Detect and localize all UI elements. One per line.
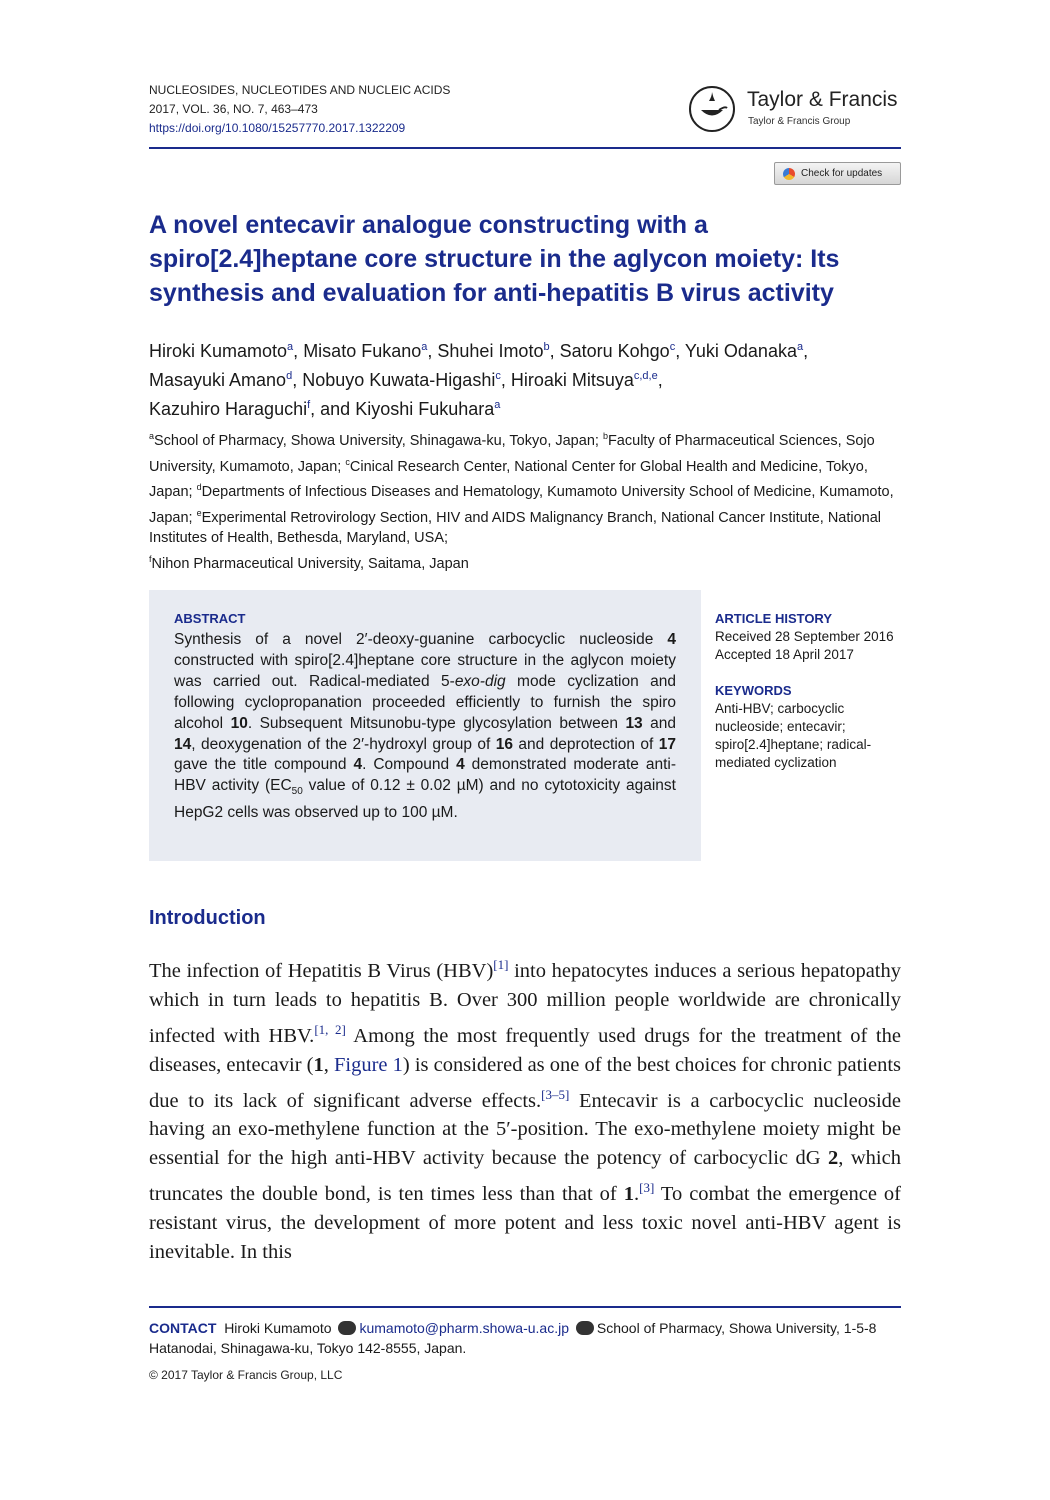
accepted-date: Accepted 18 April 2017 (715, 647, 854, 662)
contact-name: Hiroki Kumamoto (224, 1320, 332, 1336)
header-rule (149, 147, 901, 149)
abstract-text: Synthesis of a novel 2′-deoxy-guanine carbocyclic nucleoside 4 constructed with spiro[2.4]heptane core structure in the aglycon moiety was carried out. Radical-mediated 5-exo-dig mode cyclization and following cyclopropanation proceeded efficiently to furnish the spiro alcohol 10. Subsequent Mitsunobu-type glycosylation between 13 and 14, deoxygenation of the 2′-hydroxyl group of 16 and deprotection of 17 gave the title compound 4. Compound 4 demonstrated moderate anti-HBV activity ($EC_{50}$ value of 0.12 ± 0.02 µM) and no cytotoxicity against HepG2 cells was observed up to 100 µM. (174, 631, 677, 822)
contact-info (149, 1319, 901, 1358)
introduction-heading: Introduction (149, 907, 266, 929)
article-title: A novel entecavir analogue constructing with a spiro[2.4]heptane core structure in the aglycon moiety: Its synthesis and evaluation for anti-hepatitis B virus activity (149, 211, 840, 307)
abstract-box (149, 590, 701, 861)
publisher-logo[interactable] (689, 86, 909, 136)
contact-address: School of Pharmacy, Showa University, 1-5-8 Hatanodai, Shinagawa-ku, Tokyo 142-8555, Japan. (149, 1320, 877, 1356)
citation-link[interactable]: [3] (639, 1180, 655, 1196)
author: Kazuhiro Haraguchi$^f$, and (149, 399, 356, 419)
author: Kiyoshi Fukuhara$^a$ (355, 399, 501, 419)
check-updates-button[interactable] (774, 162, 901, 185)
author: Misato Fukano$^a$, (303, 341, 438, 361)
crossmark-icon (783, 168, 795, 180)
publisher-brand: Taylor & Francis (747, 88, 898, 111)
journal-info (149, 81, 450, 138)
author: Yuki Odanaka$^a$, (684, 341, 809, 361)
author: Hiroaki Mitsuya$^{c,d,e}$, (510, 370, 663, 390)
check-updates-label: Check for updates (801, 168, 883, 179)
journal-name: NUCLEOSIDES, NUCLEOTIDES AND NUCLEIC ACIDS (149, 83, 451, 97)
citation-link[interactable]: [3–5] (541, 1086, 570, 1102)
doi-link[interactable]: https://doi.org/10.1080/15257770.2017.1322209 (149, 121, 406, 135)
copyright: © 2017 Taylor & Francis Group, LLC (149, 1368, 343, 1382)
address-icon (576, 1321, 594, 1335)
author: Masayuki Amano$^d$, (149, 370, 303, 390)
lamp-icon (689, 86, 735, 132)
affiliations: $^a$School of Pharmacy, Showa University, Shinagawa-ku, Tokyo, Japan; $^b$Faculty of Pharmaceutical Sciences, Sojo University, Kumamoto, Japan; $^c$Cinical Research Center, National Center for Global Health and Medicine, Tokyo, Japan; $^d$Departments of Infectious Diseases and Hematology, Kumamoto University School of Medicine, Kumamoto, Japan; $^e$Experimental Retrovirology Section, HIV and AIDS Malignancy Branch, National Cancer Institute, National Institutes of Health, Bethesda, Maryland, USA; $^f$Nihon Pharmaceutical University, Saitama, Japan (149, 431, 894, 572)
article-sidebar (715, 610, 901, 772)
author: Hiroki Kumamoto$^a$, (149, 341, 304, 361)
author: Shuhei Imoto$^b$, (437, 341, 560, 361)
introduction-text: The infection of Hepatitis B Virus (HBV)[1] into hepatocytes induces a serious hepatopathy which in turn leads to hepatitis B. Over 300 million people worldwide are chronically infected with HBV.[1, 2] Among the most frequently used drugs for the treatment of the diseases, entecavir (1, Figure 1) is considered as one of the best choices for chronic patients due to its lack of significant adverse effects.[3–5] Entecavir is a carbocyclic nucleoside having an exo-methylene function at the 5′-position. The exo-methylene moiety might be essential for the high anti-HBV activity because the potency of carbocyclic dG 2, which truncates the double bond, is ten times less than that of 1.[3] To combat the emergence of resistant virus, the development of more potent and less toxic novel anti-HBV agent is inevitable. In this (149, 957, 902, 1264)
abstract-heading: ABSTRACT (174, 611, 246, 626)
figure-link[interactable]: Figure 1 (334, 1053, 403, 1076)
contact-label: CONTACT (149, 1320, 217, 1336)
footer-rule (149, 1306, 901, 1308)
author: Nobuyo Kuwata-Higashi$^c$, (302, 370, 511, 390)
received-date: Received 28 September 2016 (715, 629, 894, 644)
citation-link[interactable]: [1, 2] (314, 1021, 346, 1037)
author-list (149, 335, 901, 422)
journal-volume: 2017, VOL. 36, NO. 7, 463–473 (149, 102, 318, 116)
citation-link[interactable]: [1] (493, 957, 509, 972)
keywords-text: Anti-HBV; carbocyclic nucleoside; entecavir; spiro[2.4]heptane; radical-mediated cyclization (715, 701, 872, 770)
email-icon (338, 1321, 356, 1335)
keywords-heading: KEYWORDS (715, 683, 792, 698)
author: Satoru Kohgo$^c$, (559, 341, 685, 361)
publisher-group: Taylor & Francis Group (748, 116, 851, 127)
article-history-heading: ARTICLE HISTORY (715, 611, 833, 626)
contact-email[interactable]: kumamoto@pharm.showa-u.ac.jp (359, 1320, 569, 1336)
